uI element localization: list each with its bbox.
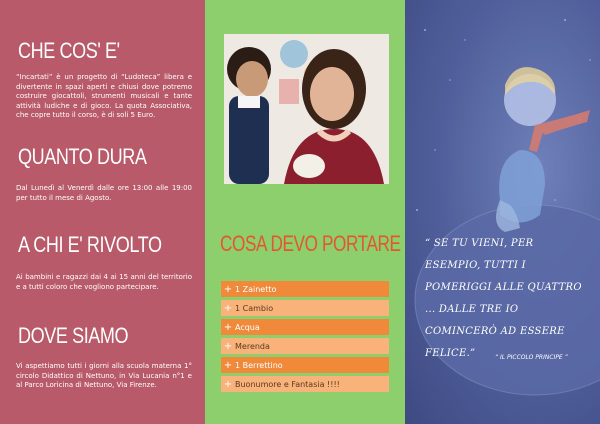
plus-icon: + — [223, 321, 233, 333]
plus-icon: + — [223, 283, 233, 295]
list-item-label: Acqua — [235, 322, 260, 332]
list-item — [221, 357, 389, 373]
heading-quanto-dura: QUANTO DURA — [18, 144, 147, 169]
teacher-child-photo — [224, 34, 389, 184]
list-item — [221, 376, 389, 392]
right-panel — [405, 0, 600, 424]
quote-author: “ IL PICCOLO PRINCIPE ” — [495, 354, 568, 361]
list-item — [221, 300, 389, 316]
list-item — [221, 319, 389, 335]
list-item — [221, 281, 389, 297]
left-panel — [0, 0, 205, 424]
heading-che-cose: CHE COS' E' — [18, 38, 120, 63]
heading-dove-siamo: DOVE SIAMO — [18, 323, 129, 348]
list-item-label: 1 Berrettino — [235, 360, 283, 370]
plus-icon: + — [223, 359, 233, 371]
list-item — [221, 338, 389, 354]
plus-icon: + — [223, 340, 233, 352]
little-prince-quote: “ SE TU VIENI, PER ESEMPIO, TUTTI I POMERIGGI ALLE QUATTRO ... DALLE TRE IO COMINCERÒ AD ESSERE FELICE.” — [425, 238, 582, 359]
text-quanto-dura: Dal Lunedì al Venerdì dalle ore 13:00 alle 19:00 per tutto il mese di Agosto. — [16, 184, 192, 202]
heading-cosa-devo-portare: COSA DEVO PORTARE — [220, 231, 401, 256]
items-list — [221, 281, 389, 395]
text-a-chi-rivolto: Ai bambini e ragazzi dai 4 ai 15 anni del territorio e a tutti coloro che vogliono partecipare. — [16, 273, 192, 291]
heading-a-chi-rivolto: A CHI E' RIVOLTO — [18, 232, 162, 257]
middle-panel — [205, 0, 405, 424]
list-item-label: 1 Zainetto — [235, 284, 277, 294]
list-item-label: Buonumore e Fantasia !!!! — [235, 379, 340, 389]
plus-icon: + — [223, 378, 233, 390]
text-dove-siamo: Vi aspettiamo tutti i giorni alla scuola materna 1° circolo Didattico di Nettuno, in Via Lucania n°1 e al Parco Loricina di Nettuno, Via Firenze. — [16, 362, 192, 390]
plus-icon: + — [223, 302, 233, 314]
list-item-label: Merenda — [235, 341, 270, 351]
text-che-cose: “Incartati” è un progetto di “Ludoteca” libera e divertente in spazi aperti e chiusi dove potremo costruire giocattoli, strumenti musicali e tante attività ludiche e di gioco. La quota Associativa, che copre tutto il corso, è di soli 5 Euro. — [16, 73, 192, 120]
list-item-label: 1 Cambio — [235, 303, 274, 313]
